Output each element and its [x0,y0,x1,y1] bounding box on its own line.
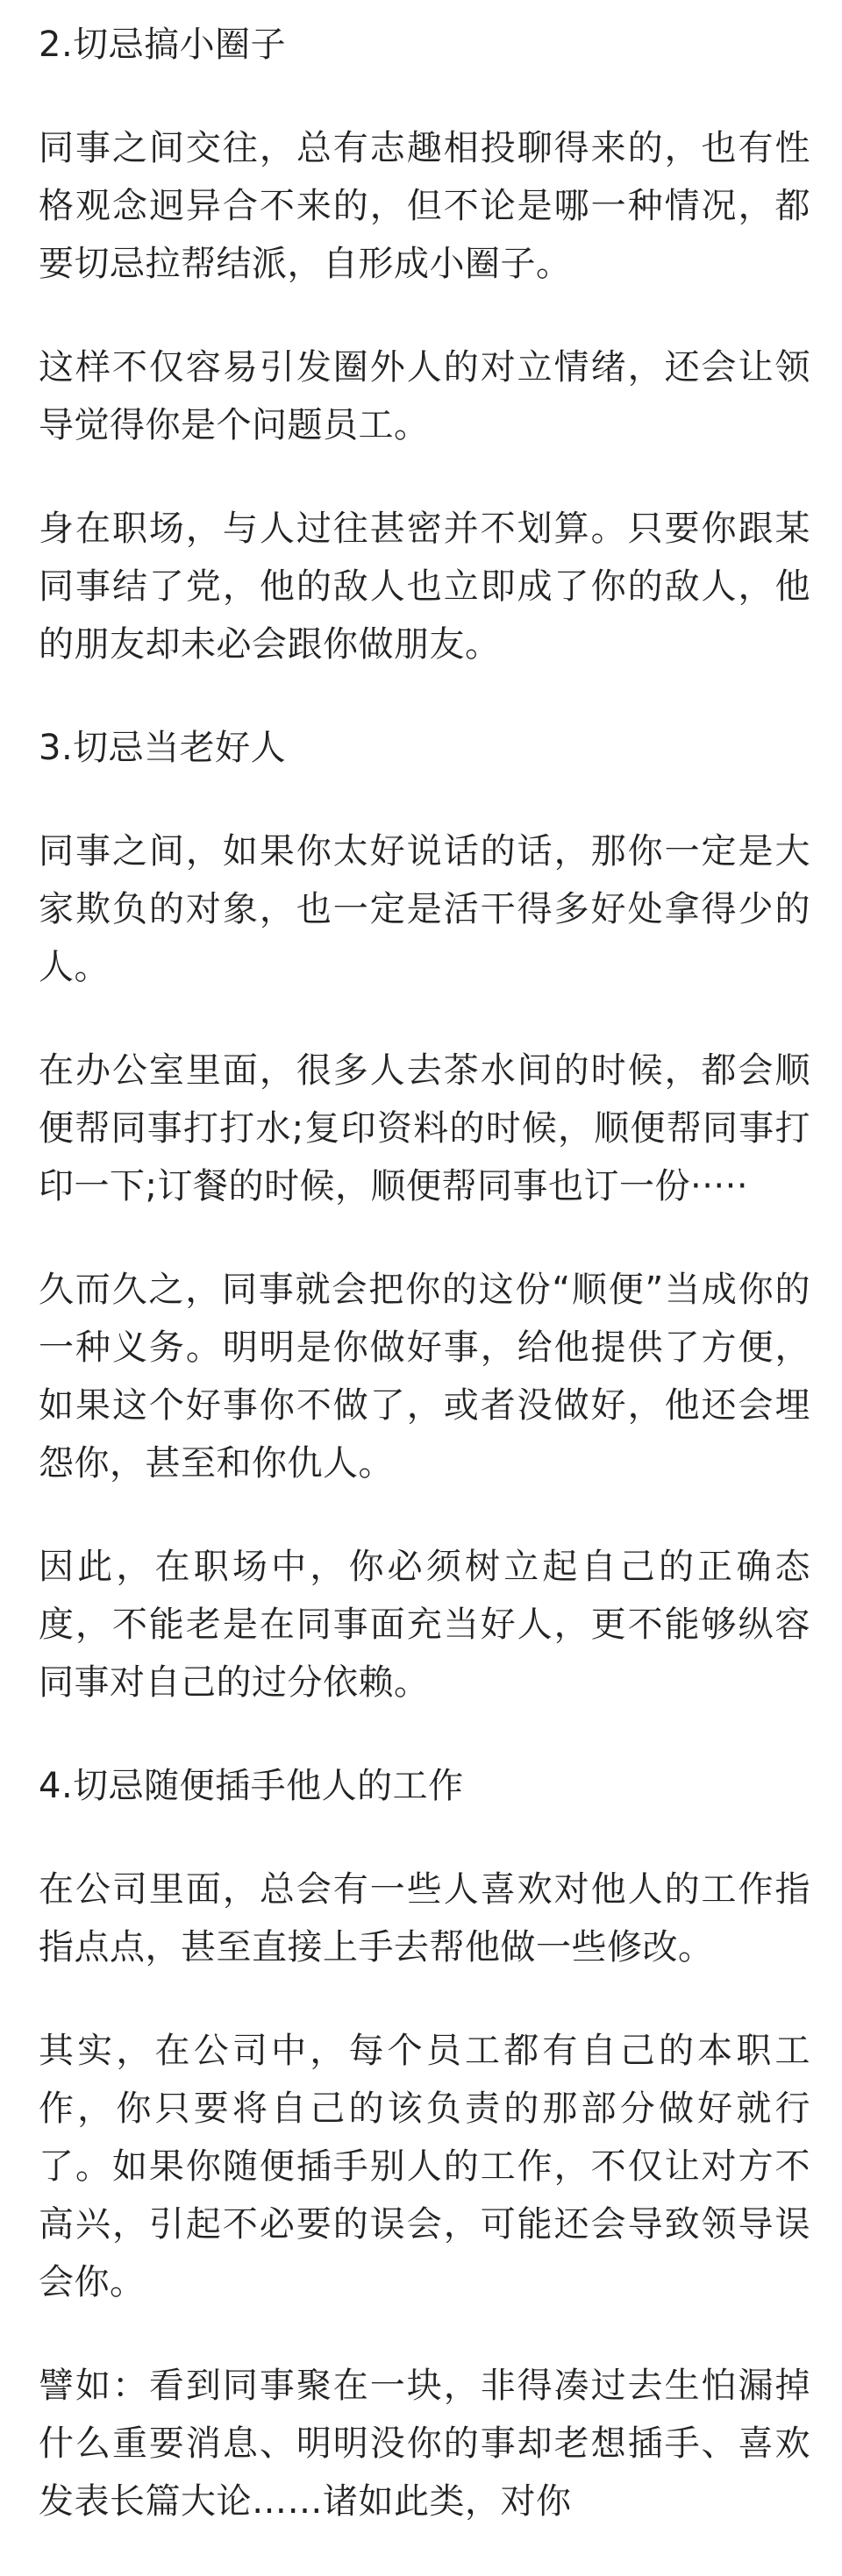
paragraph: 在公司里面，总会有一些人喜欢对他人的工作指指点点，甚至直接上手去帮他做一些修改。 [39,1869,810,1968]
paragraph: 在办公室里面，很多人去茶水间的时候，都会顺便帮同事打打水;复印资料的时候，顺便帮同事打印一下;订餐的时候，顺便帮同事也订一份····· [39,1050,810,1206]
section-heading-4: 4.切忌随便插手他人的工作 [39,1766,464,1806]
paragraph: 这样不仅容易引发圈外人的对立情绪，还会让领导觉得你是个问题员工。 [39,347,810,445]
paragraph: 同事之间交往，总有志趣相投聊得来的，也有性格观念迥异合不来的，但不论是哪一种情况，都要切忌拉帮结派，自形成小圈子。 [39,128,810,284]
paragraph: 其实，在公司中，每个员工都有自己的本职工作，你只要将自己的该负责的那部分做好就行了。如果你随便插手别人的工作，不仅让对方不高兴，引起不必要的误会，可能还会导致领导误会你。 [39,2031,810,2302]
article-body [39,16,810,2576]
section-heading-3: 3.切忌当老好人 [39,728,287,768]
paragraph: 譬如：看到同事聚在一块，非得凑过去生怕漏掉什么重要消息、明明没你的事却老想插手、喜欢发表长篇大论……诸如此类，对你 [39,2366,810,2522]
paragraph: 同事之间，如果你太好说话的话，那你一定是大家欺负的对象，也一定是活干得多好处拿得少的人。 [39,831,810,987]
paragraph: 因此，在职场中，你必须树立起自己的正确态度，不能老是在同事面充当好人，更不能够纵容同事对自己的过分依赖。 [39,1547,810,1703]
paragraph: 身在职场，与人过往甚密并不划算。只要你跟某同事结了党，他的敌人也立即成了你的敌人，他的朋友却未必会跟你做朋友。 [39,509,810,665]
paragraph: 久而久之，同事就会把你的这份“顺便”当成你的一种义务。明明是你做好事，给他提供了方便，如果这个好事你不做了，或者没做好，他还会埋怨你，甚至和你仇人。 [39,1270,810,1484]
section-heading-2: 2.切忌搞小圈子 [39,25,287,65]
